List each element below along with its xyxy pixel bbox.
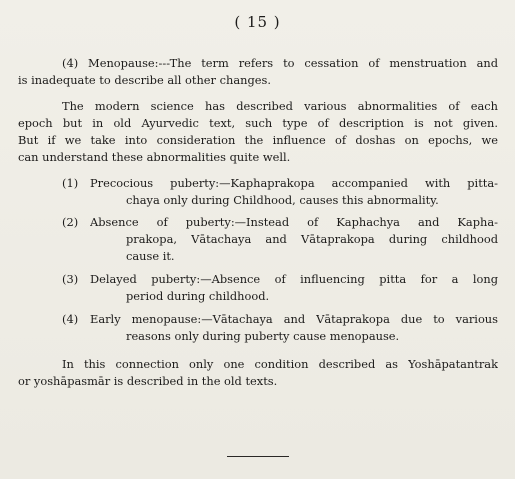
list-item-early-menopause [62,311,498,345]
connection-paragraph [18,356,498,390]
section-divider [227,456,289,457]
paragraph-line: epoch but in old Ayurvedic text, such type of description is not given. [18,116,498,130]
list-marker: (1) [62,176,79,190]
list-item-line: cause it. [126,249,175,263]
modern-science-paragraph [18,98,498,166]
list-item-line: Delayed puberty:—Absence of influencing pitta for a long [90,272,498,286]
list-marker: (4) [62,312,79,326]
menopause-paragraph [18,55,498,89]
list-item-line: Precocious puberty:—Kaphaprakopa accompanied with pitta- [90,176,498,190]
paragraph-line: (4) Menopause:---The term refers to cessation of menstruation and [62,56,498,70]
list-item-precocious-puberty [62,175,498,209]
paragraph-line: In this connection only one condition described as Yoshāpatantrak [62,357,498,371]
list-item-absence-of-puberty [62,214,498,265]
list-item-line: period during childhood. [126,289,270,303]
list-item-delayed-puberty [62,271,498,305]
list-item-line: chaya only during Childhood, causes this abnormality. [126,193,439,207]
list-item-line: Absence of puberty:—Instead of Kaphachya and Kapha- [90,215,498,229]
list-item-line: prakopa, Vātachaya and Vātaprakopa during childhood [126,232,498,246]
list-marker: (2) [62,215,79,229]
paragraph-line: can understand these abnormalities quite well. [18,150,291,164]
page-number: ( 15 ) [234,13,281,31]
list-marker: (3) [62,272,79,286]
paragraph-line: or yoshāpasmār is described in the old texts. [18,374,278,388]
paragraph-line: is inadequate to describe all other changes. [18,73,271,87]
paragraph-line: But if we take into consideration the influence of doshas on epochs, we [18,133,498,147]
list-item-line: Early menopause:—Vātachaya and Vātaprakopa due to various [90,312,498,326]
list-item-line: reasons only during puberty cause menopause. [126,329,400,343]
paragraph-line: The modern science has described various abnormalities of each [62,99,498,113]
